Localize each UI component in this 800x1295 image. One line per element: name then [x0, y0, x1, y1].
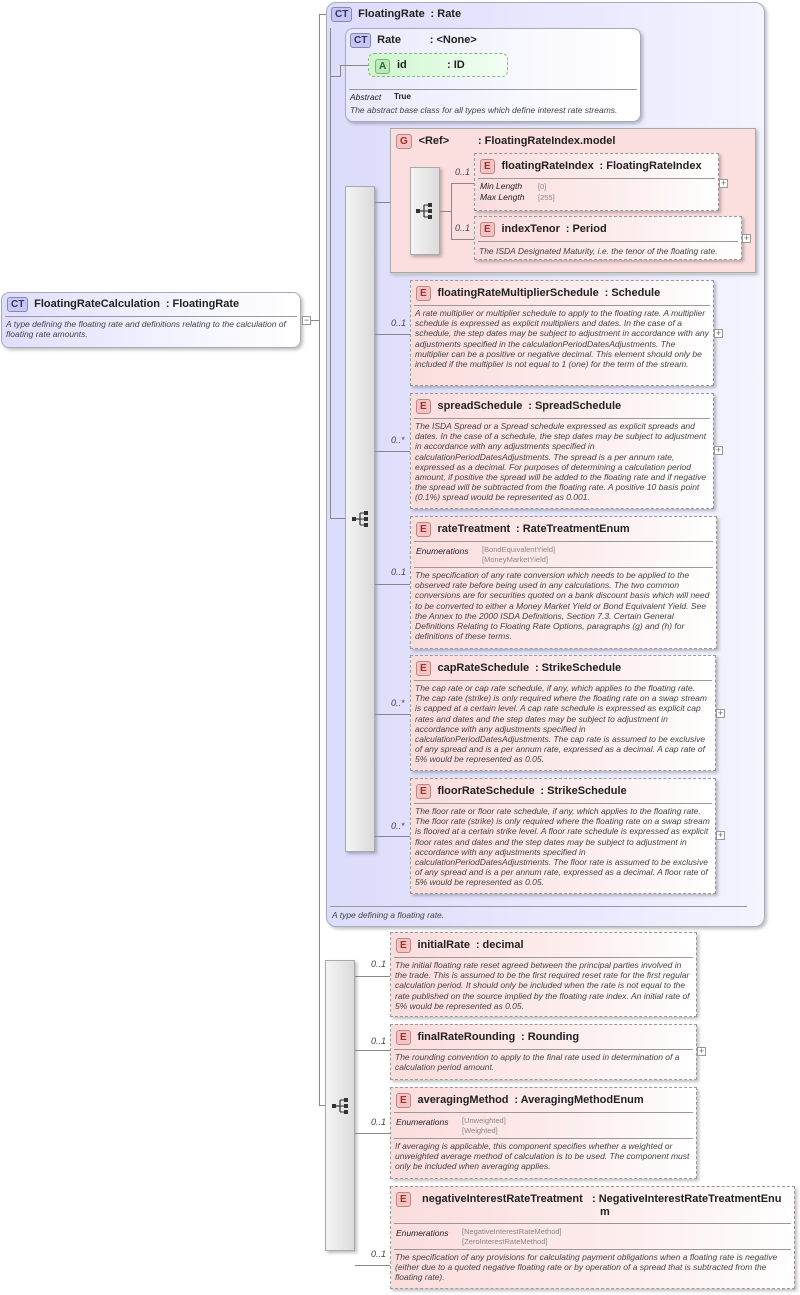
element-badge: E	[416, 399, 431, 414]
element-badge: E	[396, 938, 411, 953]
element-name: capRateSchedule	[437, 662, 530, 674]
facet-label: Min Length	[480, 181, 523, 191]
complex-type-badge: CT	[7, 297, 28, 312]
element-spreadSchedule[interactable]	[410, 393, 714, 509]
abstract-value: True	[394, 92, 411, 101]
element-doc: The initial floating rate reset agreed between the principal parties involved in the trade. This is assumed to be the first required reset rate for the first regular calculation period. It should only be included when the rate is not equal to the rate published on the source implied by the floating rate index. An initial rate of 5% would be represented as 0.05.	[395, 960, 690, 1011]
expand-icon[interactable]: +	[715, 445, 722, 455]
element-badge: E	[480, 222, 495, 237]
element-name: spreadSchedule	[437, 400, 523, 412]
complex-type-badge: CT	[331, 7, 352, 22]
element-rateTreatment[interactable]	[410, 516, 717, 649]
element-type: : AveragingMethodEnum	[514, 1094, 644, 1106]
expand-icon[interactable]: +	[717, 830, 724, 840]
base-type: : Rate	[430, 8, 462, 20]
element-doc: The ISDA Designated Maturity, i.e. the tenor of the floating rate.	[479, 246, 718, 256]
enum-value: [NegativeInterestRateMethod]	[462, 1227, 562, 1236]
element-badge: E	[416, 522, 431, 537]
element-type: : FloatingRateIndex	[599, 160, 702, 172]
element-badge: E	[416, 286, 431, 301]
element-name: averagingMethod	[417, 1094, 509, 1106]
enum-value: [ZeroInterestRateMethod]	[462, 1237, 548, 1246]
attribute-badge: A	[375, 59, 390, 74]
expand-icon[interactable]: +	[698, 1046, 705, 1056]
element-type: : StrikeSchedule	[534, 662, 622, 674]
sequence-icon	[332, 1098, 350, 1114]
element-doc: The specification of any provisions for calculating payment obligations when a floating rate is negative (either due to a quoted negative floating rate or by operation of a spread that is subtracted from the floating rate).	[395, 1252, 778, 1283]
base-doc: A type defining a floating rate.	[332, 910, 445, 920]
occurrence-label: 0..*	[391, 435, 405, 445]
element-doc: The cap rate or cap rate schedule, if any, which applies to the floating rate. The cap rate (strike) is only required where the floating rate on a swap stream is capped at a certain level. A cap rate schedule is expressed as explicit cap rates and dates and the step dates may be subject to adjustment in accordance with any adjustments specified in calculationPeriodDatesAdjustments. The cap rate is assumed to be exclusive of any spread and is a per annum rate, expressed as a decimal. A cap rate of 5% would be represented as 0.05.	[415, 683, 707, 765]
element-initialRate[interactable]	[390, 932, 697, 1017]
abstract-label: Abstract	[350, 92, 382, 102]
occurrence-label: 0..1	[455, 223, 471, 233]
occurrence-label: 0..1	[371, 1036, 387, 1046]
expand-icon[interactable]: +	[743, 233, 750, 243]
facet-value: [0]	[538, 182, 547, 191]
rate-name: Rate	[377, 34, 401, 46]
occurrence-label: 0..1	[371, 959, 387, 969]
rate-doc: The abstract base class for all types which define interest rate streams.	[350, 105, 618, 115]
element-name: floatingRateIndex	[501, 160, 594, 172]
element-name: negativeInterestRateTreatment	[422, 1193, 583, 1205]
element-type-continued: m	[600, 1206, 610, 1218]
occurrence-label: 0..1	[455, 167, 471, 177]
base-name: FloatingRate	[358, 8, 425, 20]
sequence-icon	[352, 511, 370, 527]
element-capRateSchedule[interactable]	[410, 655, 716, 771]
element-name: floatingRateMultiplierSchedule	[437, 287, 599, 299]
element-negativeInterestRateTreatment[interactable]	[390, 1186, 795, 1289]
expand-icon[interactable]: +	[720, 178, 727, 188]
element-doc: The floor rate or floor rate schedule, if any, which applies to the floating rate. The floor rate (strike) is only required where the floating rate on a swap stream is floored at a certain strike level. A floor rate schedule is expressed as explicit floor rates and dates and the step dates may be subject to adjustment in accordance with any adjustments specified in calculationPeriodDatesAdjustments. The floor rate is assumed to be exclusive of any spread and is a per annum rate, expressed as a decimal. A floor rate of 5% would be represented as 0.05.	[415, 806, 710, 888]
root-doc: A type defining the floating rate and definitions relating to the calculation of floating rate amounts.	[6, 319, 286, 340]
enumerations-label: Enumerations	[396, 1228, 449, 1238]
occurrence-label: 0..1	[391, 567, 407, 577]
element-badge: E	[396, 1093, 411, 1108]
rate-type: : <None>	[429, 34, 477, 46]
element-doc: The specification of any rate conversion which needs to be applied to the observed rate before being used in any calculations. The two common conversions are for securities quoted on a bank discount basis which will need to be converted to either a Money Market Yield or Bond Equivalent Yield. See the Annex to the 2000 ISDA Definitions, Section 7.3. Certain General Definitions Relating to Floating Rate Options, paragraphs (g) and (h) for definitions of these terms.	[415, 570, 710, 642]
element-type: : NegativeInterestRateTreatmentEnu	[592, 1193, 782, 1205]
element-floatingRateIndex[interactable]	[474, 153, 719, 211]
root-name: FloatingRateCalculation	[34, 298, 161, 310]
element-averagingMethod[interactable]	[390, 1087, 697, 1179]
enum-value: [Unweighted]	[462, 1116, 506, 1125]
element-badge: E	[396, 1192, 411, 1207]
element-finalRateRounding[interactable]	[390, 1024, 697, 1080]
occurrence-label: 0..1	[371, 1117, 387, 1127]
occurrence-label: 0..*	[391, 698, 405, 708]
element-name: indexTenor	[501, 223, 560, 235]
enumerations-label: Enumerations	[416, 546, 469, 556]
facet-value: [255]	[538, 193, 555, 202]
element-badge: E	[396, 1030, 411, 1045]
element-doc: The ISDA Spread or a Spread schedule expressed as explicit spreads and dates. In the case of a schedule, the step dates may be subject to adjustment in accordance with any adjustments specified in calculationPeriodDatesAdjustments. The spread is a per annum rate, expressed as a decimal. For purposes of determining a calculation period amount, if positive the spread will be added to the floating rate and if negative the spread will be subtracted from the floating rate. A positive 10 basis point (0.1%) spread would be represented as 0.001.	[415, 421, 707, 503]
group-badge: G	[396, 134, 412, 149]
attribute-id[interactable]	[368, 53, 508, 77]
group-type: : FloatingRateIndex.model	[477, 135, 616, 147]
element-badge: E	[480, 159, 495, 174]
element-type: : Period	[565, 223, 607, 235]
expand-icon[interactable]: +	[715, 328, 722, 338]
element-type: : Schedule	[604, 287, 661, 299]
occurrence-label: 0..1	[391, 318, 407, 328]
group-name: <Ref>	[418, 135, 450, 147]
facet-label: Max Length	[480, 192, 525, 202]
element-name: initialRate	[417, 939, 471, 951]
element-floatingRateMultiplierSchedule[interactable]	[410, 280, 714, 386]
element-type: : RateTreatmentEnum	[516, 523, 630, 535]
element-doc: The rounding convention to apply to the final rate used in determination of a calculation period amount.	[395, 1052, 680, 1073]
enum-value: [MoneyMarketYield]	[482, 555, 548, 564]
element-floorRateSchedule[interactable]	[410, 778, 716, 894]
element-badge: E	[416, 661, 431, 676]
element-indexTenor[interactable]	[474, 216, 742, 260]
enumerations-label: Enumerations	[396, 1117, 449, 1127]
root-type: : FloatingRate	[165, 298, 240, 310]
collapse-icon[interactable]: −	[303, 315, 310, 325]
occurrence-label: 0..*	[391, 821, 405, 831]
element-doc: If averaging is applicable, this component specifies whether a weighted or unweighted average method of calculation is to be used. The component must only be included when averaging applies.	[395, 1141, 690, 1172]
occurrence-label: 0..1	[371, 1249, 387, 1259]
attribute-type: : ID	[447, 59, 465, 71]
element-doc: A rate multiplier or multiplier schedule to apply to the floating rate. A multiplier schedule is expressed as explicit multipliers and dates. In the case of a schedule, the step dates may be subject to adjustment in accordance with any adjustments specified in the calculationPeriodDatesAdjustments. The multiplier can be a positive or negative decimal. This element should only be included if the multiplier is not equal to 1 (one) for the term of the stream.	[415, 308, 709, 370]
element-name: rateTreatment	[437, 523, 511, 535]
element-name: finalRateRounding	[417, 1031, 516, 1043]
enum-value: [Weighted]	[462, 1126, 498, 1135]
element-badge: E	[416, 784, 431, 799]
complex-type-badge: CT	[350, 33, 371, 48]
element-type: : decimal	[475, 939, 524, 951]
root-complex-type[interactable]	[1, 292, 301, 348]
element-type: : StrikeSchedule	[540, 785, 627, 797]
expand-icon[interactable]: +	[717, 708, 724, 718]
sequence-icon	[416, 203, 434, 219]
element-type: : SpreadSchedule	[528, 400, 622, 412]
element-type: : Rounding	[521, 1031, 580, 1043]
element-name: floorRateSchedule	[437, 785, 535, 797]
attribute-name: id	[397, 59, 407, 71]
enum-value: [BondEquivalentYield]	[482, 545, 556, 554]
